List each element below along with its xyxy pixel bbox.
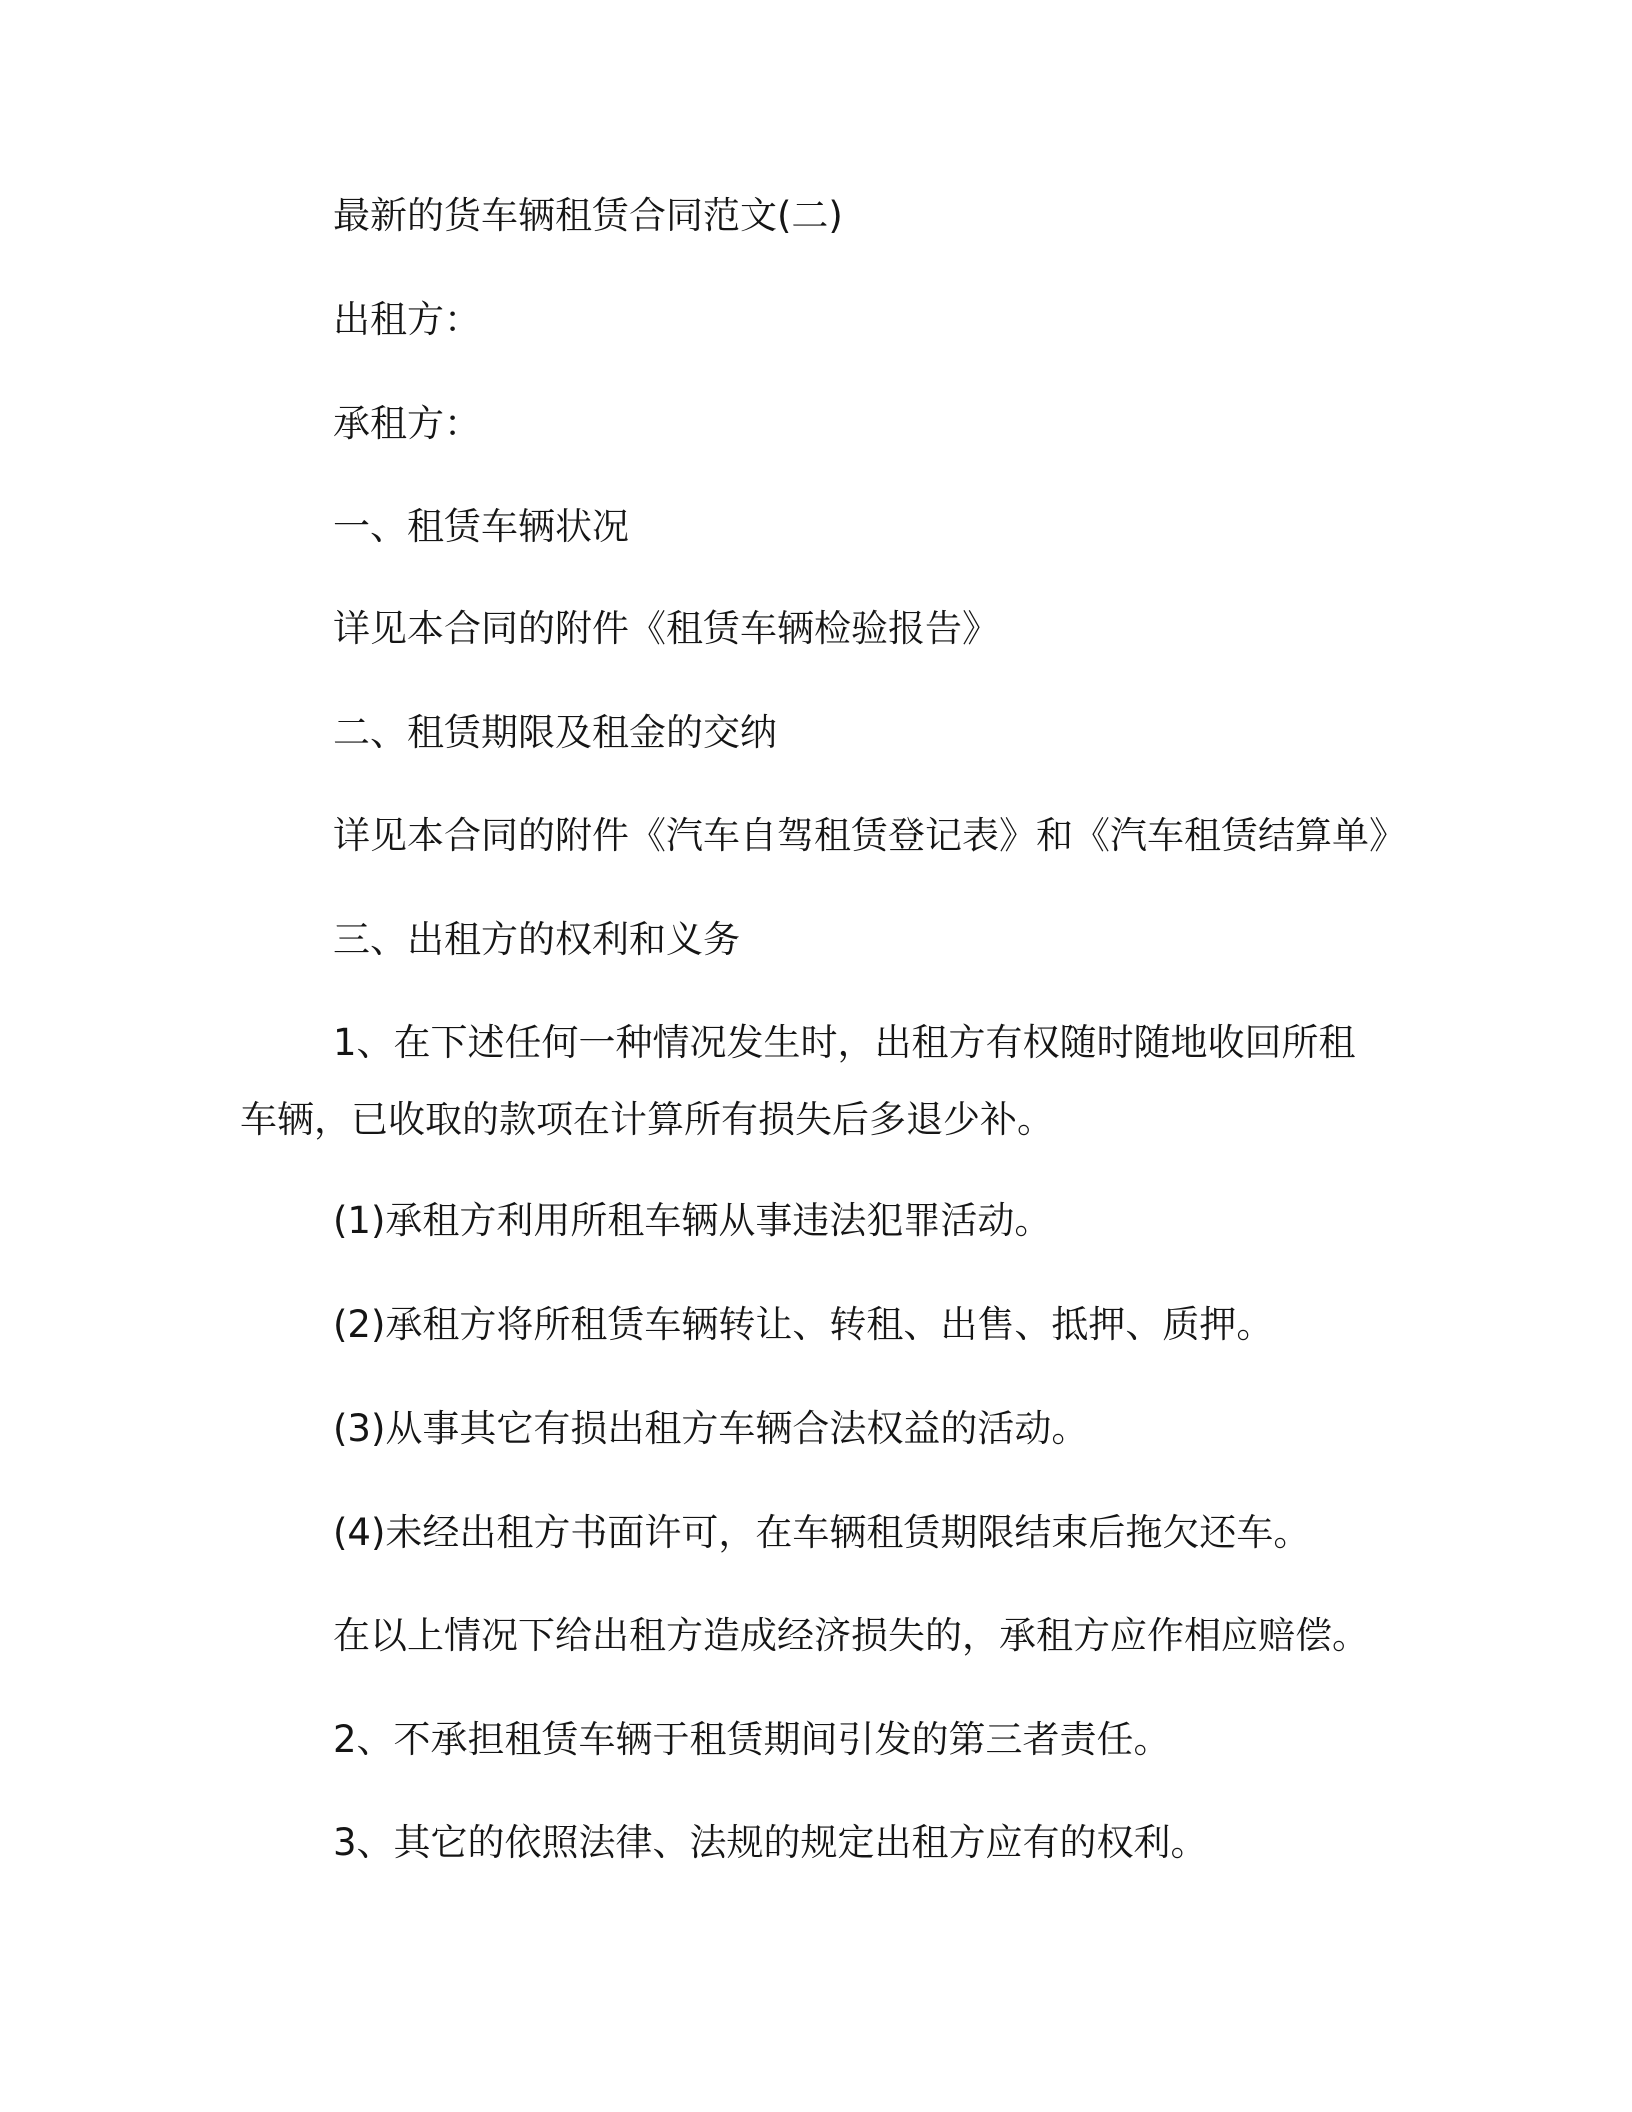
document-title: 最新的货车辆租赁合同范文(二) <box>333 194 843 237</box>
lessee-label: 承租方： <box>333 402 481 445</box>
clause-2: 2、不承担租赁车辆于租赁期间引发的第三者责任。 <box>333 1718 1171 1761</box>
clause-3: 3、其它的依照法律、法规的规定出租方应有的权利。 <box>333 1821 1208 1864</box>
section-2-text: 详见本合同的附件《汽车自驾租赁登记表》和《汽车租赁结算单》 <box>333 814 1406 857</box>
section-3-heading: 三、出租方的权利和义务 <box>333 918 740 961</box>
clause-1-note: 在以上情况下给出租方造成经济损失的，承租方应作相应赔偿。 <box>333 1614 1369 1657</box>
clause-1-item: (4)未经出租方书面许可，在车辆租赁期限结束后拖欠还车。 <box>333 1511 1311 1554</box>
clause-1-line-1: 1、在下述任何一种情况发生时，出租方有权随时随地收回所租 <box>333 1021 1356 1064</box>
section-2-heading: 二、租赁期限及租金的交纳 <box>333 711 777 754</box>
clause-1-item: (1)承租方利用所租车辆从事违法犯罪活动。 <box>333 1199 1052 1242</box>
lessor-label: 出租方： <box>333 298 481 341</box>
clause-1-item: (3)从事其它有损出租方车辆合法权益的活动。 <box>333 1407 1089 1450</box>
section-1-text: 详见本合同的附件《租赁车辆检验报告》 <box>333 607 999 650</box>
section-1-heading: 一、租赁车辆状况 <box>333 505 629 548</box>
clause-1-line-2: 车辆，已收取的款项在计算所有损失后多退少补。 <box>240 1098 1054 1141</box>
clause-1-item: (2)承租方将所租赁车辆转让、转租、出售、抵押、质押。 <box>333 1303 1274 1346</box>
